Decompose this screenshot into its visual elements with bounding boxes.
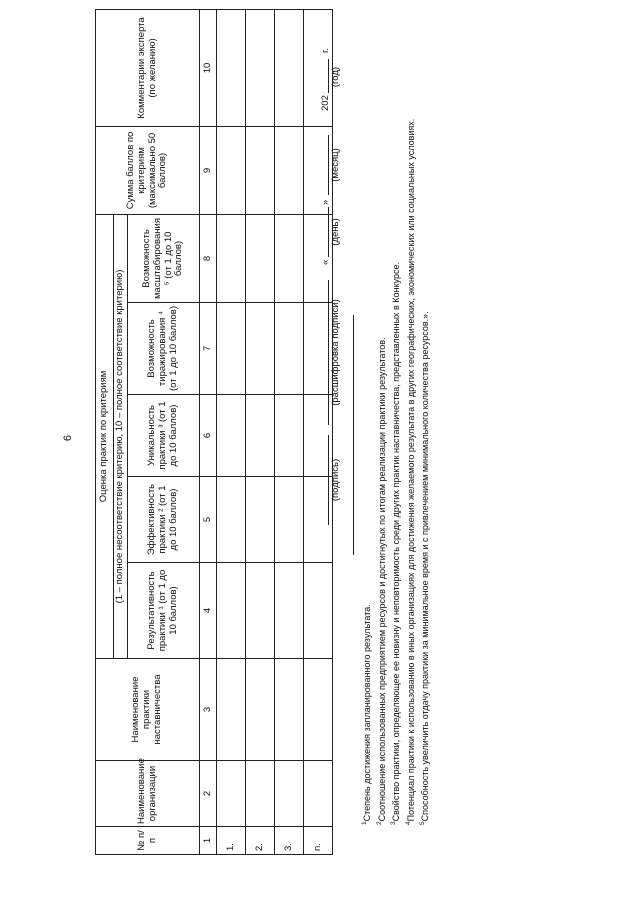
col-number: 6 (200, 395, 217, 477)
year-suffix: г. (320, 48, 331, 53)
table-cell[interactable] (246, 126, 275, 214)
table-cell[interactable] (217, 477, 246, 563)
col-number: 4 (200, 563, 217, 659)
row-number: 1. (217, 827, 246, 855)
table-cell[interactable] (275, 303, 304, 395)
table-cell[interactable] (217, 126, 246, 214)
day-line[interactable] (328, 207, 329, 257)
col-number: 1 (200, 827, 217, 855)
header-organization: Наименование организации (96, 761, 200, 827)
header-practice: Наименование практики наставничества (96, 659, 200, 761)
col-number: 8 (200, 214, 217, 302)
header-criterion-uniqueness: Уникальность практики ³ (от 1 до 10 баллов) (128, 395, 200, 477)
signature-line[interactable] (328, 435, 329, 525)
month-line[interactable] (328, 135, 329, 195)
table-cell[interactable] (275, 761, 304, 827)
table-row (275, 9, 304, 854)
table-cell[interactable] (246, 303, 275, 395)
header-comment: Комментарии эксперта (по желанию) (96, 9, 200, 126)
col-number: 2 (200, 761, 217, 827)
footnote: $^1$Степень достижения запланированного результата. (361, 604, 372, 825)
table-cell[interactable] (304, 659, 333, 761)
table-cell[interactable] (304, 761, 333, 827)
table-cell[interactable] (217, 395, 246, 477)
table-cell[interactable] (246, 659, 275, 761)
table-cell[interactable] (275, 563, 304, 659)
column-number-row (200, 9, 217, 854)
table-cell[interactable] (275, 214, 304, 302)
date-open-quote: « (320, 259, 331, 265)
footnote: $^4$Потенциал практики к использованию в иных организациях для достижения желаемого результата в других географических, экономических или социальных условиях. (404, 118, 416, 825)
table-cell[interactable] (246, 395, 275, 477)
table-cell[interactable] (275, 395, 304, 477)
table-cell[interactable] (275, 477, 304, 563)
table-cell[interactable] (246, 477, 275, 563)
col-number: 5 (200, 477, 217, 563)
col-number: 9 (200, 126, 217, 214)
month-label: (месяц) (330, 148, 341, 182)
footnotes (359, 85, 432, 825)
year-prefix: 202 (320, 95, 331, 111)
table-cell[interactable] (217, 563, 246, 659)
rotated-page-content (95, 17, 620, 855)
table-cell[interactable] (217, 9, 246, 126)
table-cell[interactable] (217, 303, 246, 395)
table-row (246, 9, 275, 854)
page-number: 6 (62, 434, 74, 442)
footnote: $^2$Соотношение использованных предприятием ресурсов и достигнутых по итогам реализации практики результатов. (375, 337, 387, 825)
footnote-separator (353, 315, 354, 555)
header-criterion-efficiency: Эффективность практики ² (от 1 до 10 баллов) (128, 477, 200, 563)
footnote: $^5$Способность увеличить отдачу практики за минимальное время и с привлечением минимального количества ресурсов.». (419, 311, 430, 825)
header-criteria-group: Оценка практик по критериям (96, 214, 114, 658)
col-number: 10 (200, 9, 217, 126)
table-row (217, 9, 246, 854)
col-number: 3 (200, 659, 217, 761)
signature-decode-line[interactable] (328, 280, 329, 425)
table-cell[interactable] (246, 761, 275, 827)
header-num: № п/п (96, 827, 200, 855)
signature-label: (подпись) (330, 458, 341, 502)
row-number: 3. (275, 827, 304, 855)
table-cell[interactable] (217, 214, 246, 302)
table-cell[interactable] (275, 659, 304, 761)
table-cell[interactable] (246, 214, 275, 302)
day-label: (день) (330, 218, 341, 246)
header-criterion-replication: Возможность тиражирования ⁴ (от 1 до 10 баллов) (128, 303, 200, 395)
criteria-table (95, 9, 333, 855)
table-cell[interactable] (275, 126, 304, 214)
row-number: n. (304, 827, 333, 855)
date-close-quote: » (320, 199, 331, 205)
row-number: 2. (246, 827, 275, 855)
table-cell[interactable] (246, 563, 275, 659)
header-sum: Сумма баллов по критериям (максимально 50 баллов) (96, 126, 200, 214)
table-cell[interactable] (275, 9, 304, 126)
table-cell[interactable] (304, 563, 333, 659)
header-criterion-scaling: Возможность масштабирования ⁵ (от 1 до 10 баллов) (128, 214, 200, 302)
year-line[interactable] (328, 59, 329, 93)
table-cell[interactable] (217, 659, 246, 761)
footnote: $^3$Свойство практики, определяющее ее новизну и неповторимость среди других практик наставничества, представленных в Конкурсе. (390, 262, 401, 825)
table-cell[interactable] (217, 761, 246, 827)
header-criteria-scale: (1 – полное несоответствие критерию, 10 – полное соответствие критерию) (114, 214, 128, 658)
signature-decode-label: (расшифровка подписи) (330, 299, 341, 406)
header-criterion-effectiveness-result: Результативность практики ¹ (от 1 до 10 баллов) (128, 563, 200, 659)
year-label: (год) (330, 66, 341, 88)
col-number: 7 (200, 303, 217, 395)
table-cell[interactable] (246, 9, 275, 126)
